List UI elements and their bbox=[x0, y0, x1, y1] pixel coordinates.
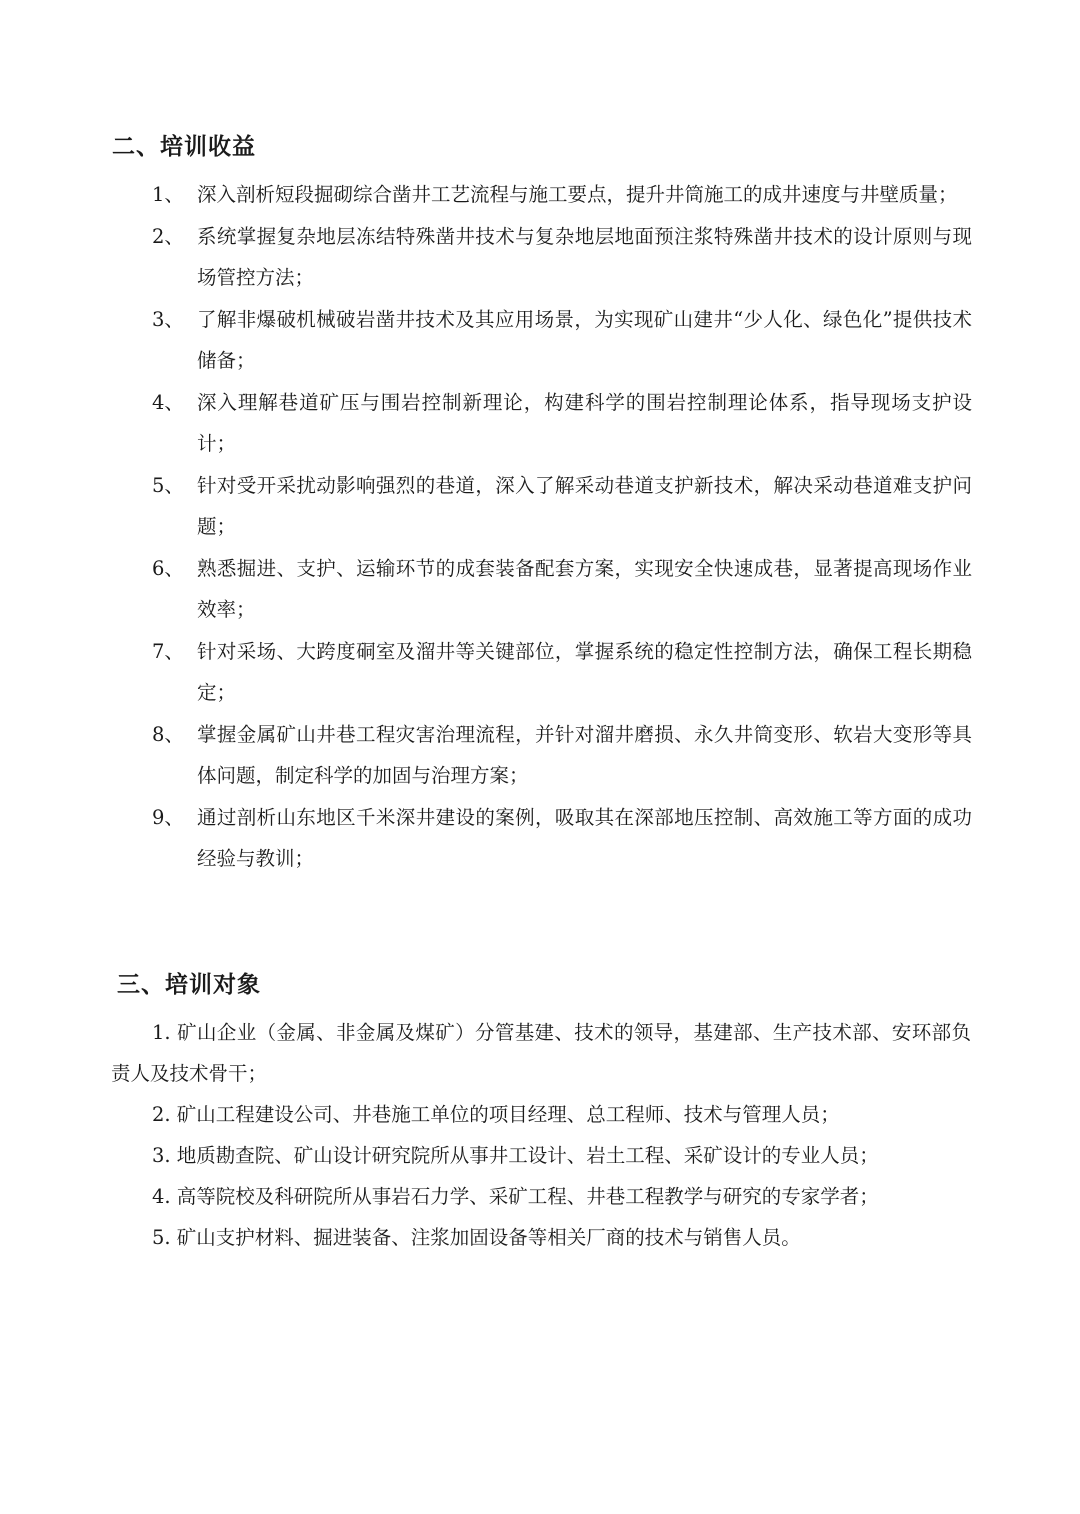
item-text: 了解非爆破机械破岩凿井技术及其应用场景，为实现矿山建井“少人化、绿色化”提供技术储备； bbox=[197, 307, 972, 372]
item-number: 9、 bbox=[152, 805, 184, 829]
list-item: 1. 矿山企业（金属、非金属及煤矿）分管基建、技术的领导，基建部、生产技术部、安环部负责人及技术骨干； bbox=[111, 1021, 971, 1085]
item-number: 1、 bbox=[152, 183, 184, 206]
list-item: 4. 高等院校及科研院所从事岩石力学、采矿工程、井巷工程教学与研究的专家学者； bbox=[152, 1185, 879, 1208]
list-item bbox=[152, 299, 972, 382]
list-item: 5. 矿山支护材料、掘进装备、注浆加固设备等相关厂商的技术与销售人员。 bbox=[152, 1226, 801, 1249]
item-text: 通过剖析山东地区千米深井建设的案例，吸取其在深部地压控制、高效施工等方面的成功经验与教训； bbox=[197, 805, 972, 870]
item-number: 4、 bbox=[152, 390, 184, 414]
section-heading-audience: 三、培训对象 bbox=[117, 972, 261, 998]
audience-list bbox=[111, 1012, 971, 1258]
item-number: 3、 bbox=[152, 307, 184, 331]
item-number: 7、 bbox=[152, 639, 184, 663]
list-item bbox=[152, 216, 972, 299]
item-text: 针对受开采扰动影响强烈的巷道，深入了解采动巷道支护新技术，解决采动巷道难支护问题； bbox=[197, 473, 972, 538]
item-text: 熟悉掘进、支护、运输环节的成套装备配套方案，实现安全快速成巷，显著提高现场作业效率； bbox=[197, 556, 972, 621]
benefit-list bbox=[152, 174, 972, 880]
list-item bbox=[152, 174, 972, 216]
list-item bbox=[152, 548, 972, 631]
item-text: 掌握金属矿山井巷工程灾害治理流程，并针对溜井磨损、永久井筒变形、软岩大变形等具体问题，制定科学的加固与治理方案； bbox=[197, 722, 972, 787]
item-text: 针对采场、大跨度硐室及溜井等关键部位，掌握系统的稳定性控制方法，确保工程长期稳定； bbox=[197, 639, 972, 704]
item-text: 系统掌握复杂地层冻结特殊凿井技术与复杂地层地面预注浆特殊凿井技术的设计原则与现场管控方法； bbox=[197, 224, 972, 289]
list-item bbox=[152, 382, 972, 465]
item-number: 5、 bbox=[152, 473, 184, 497]
list-item bbox=[152, 465, 972, 548]
list-item bbox=[152, 797, 972, 880]
section-heading-benefits: 二、培训收益 bbox=[112, 134, 256, 160]
item-number: 8、 bbox=[152, 722, 184, 746]
list-item bbox=[152, 714, 972, 797]
item-number: 2、 bbox=[152, 224, 184, 248]
list-item: 2. 矿山工程建设公司、井巷施工单位的项目经理、总工程师、技术与管理人员； bbox=[152, 1103, 840, 1126]
list-item: 3. 地质勘查院、矿山设计研究院所从事井工设计、岩土工程、采矿设计的专业人员； bbox=[152, 1144, 879, 1167]
item-text: 深入剖析短段掘砌综合凿井工艺流程与施工要点，提升井筒施工的成井速度与井壁质量； bbox=[197, 183, 958, 206]
item-number: 6、 bbox=[152, 556, 184, 580]
item-text: 深入理解巷道矿压与围岩控制新理论，构建科学的围岩控制理论体系，指导现场支护设计； bbox=[197, 390, 972, 455]
list-item bbox=[152, 631, 972, 714]
